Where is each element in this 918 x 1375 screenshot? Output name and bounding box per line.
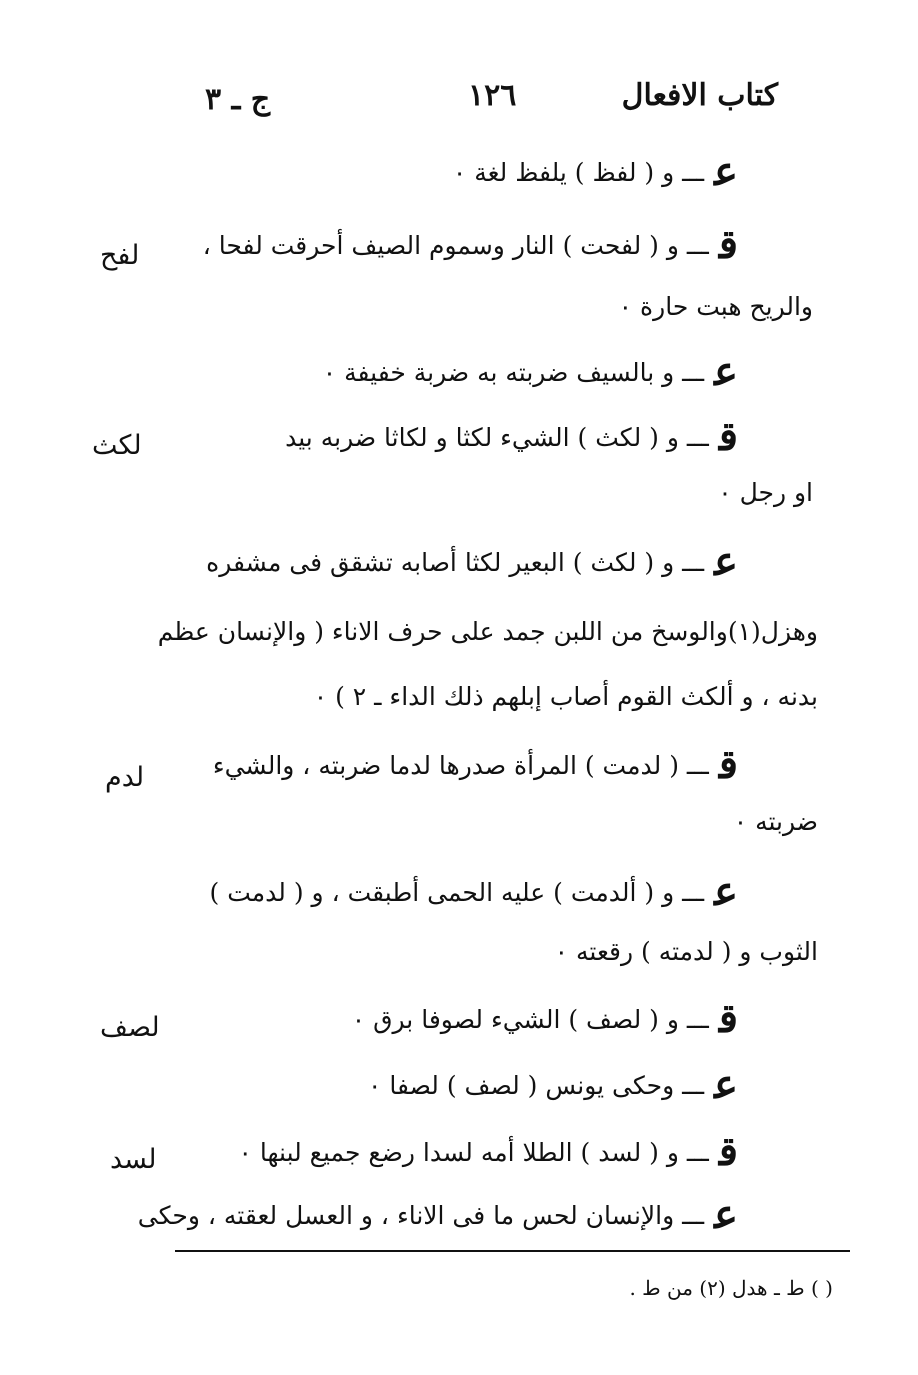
- text-line: [619, 290, 813, 324]
- text-line: [285, 413, 738, 460]
- line-text: ـــ و ( لكث ) البعير لكثا أصابه تشقق فى مشفره: [206, 548, 705, 577]
- text-line: [238, 1128, 739, 1175]
- text-line: [351, 995, 738, 1042]
- line-text: ـــ ( لدمت ) المرأة صدرها لدما ضربته ، والشيء: [212, 751, 709, 780]
- line-text: وهزل(١)والوسخ من اللبن جمد على حرف الاناء ( والإنسان عظم: [157, 617, 818, 646]
- line-text: ضربته ٠: [733, 807, 818, 836]
- entry-marker: ع: [714, 1191, 738, 1238]
- text-line: [452, 148, 738, 195]
- text-line: [209, 868, 738, 915]
- text-line: [158, 615, 818, 649]
- margin-word-lakath: لكث: [92, 430, 142, 461]
- entry-marker: ق: [718, 995, 738, 1042]
- line-text: ـــ والإنسان لحس ما فى الاناء ، و العسل لعقته ، وحكى: [137, 1201, 705, 1230]
- line-text: بدنه ، و ألكث القوم أصاب إبلهم ذلك الداء ـ ٢ ) ٠: [313, 682, 818, 711]
- text-line: [137, 1191, 738, 1238]
- volume-label: ج ـ ٣: [205, 82, 271, 117]
- entry-marker: ع: [714, 348, 738, 395]
- line-text: ـــ و ( ألدمت ) عليه الحمى أطبقت ، و ( لدمت ): [209, 878, 705, 907]
- entry-marker: ق: [718, 221, 738, 268]
- line-text: ـــ و ( لفحت ) النار وسموم الصيف أحرقت لفحا ،: [202, 231, 709, 260]
- text-line: [206, 538, 738, 585]
- text-line: [314, 680, 818, 714]
- entry-marker: ق: [718, 413, 738, 460]
- line-text: ـــ و بالسيف ضربته به ضربة خفيفة ٠: [322, 358, 705, 387]
- line-text: ـــ وحكى يونس ( لصف ) لصفا ٠: [367, 1071, 705, 1100]
- entry-marker: ع: [714, 868, 738, 915]
- text-line: [718, 476, 813, 510]
- text-line: [734, 805, 818, 839]
- margin-word-ladam: لدم: [105, 762, 145, 793]
- line-text: ـــ و ( لكث ) الشيء لكثا و لكاثا ضربه بيد: [285, 423, 709, 452]
- line-text: او رجل ٠: [718, 478, 813, 507]
- entry-marker: ع: [714, 538, 738, 585]
- line-text: ـــ و ( لفظ ) يلفظ لغة ٠: [452, 158, 705, 187]
- line-text: ـــ و ( لسد ) الطلا أمه لسدا رضع جميع لبنها ٠: [238, 1138, 709, 1167]
- entry-marker: ق: [718, 1128, 738, 1175]
- line-text: الثوب و ( لدمته ) رقعته ٠: [554, 937, 818, 966]
- margin-word-lasaf: لصف: [100, 1012, 160, 1043]
- margin-word-lasad: لسد: [110, 1144, 157, 1175]
- entry-marker: ع: [714, 1061, 738, 1108]
- margin-word-lafah: لفح: [100, 240, 140, 271]
- text-line: [202, 221, 738, 268]
- footnote-divider: [175, 1250, 850, 1252]
- footnote: ( ) ط ـ هدل (٢) من ط .: [629, 1276, 833, 1300]
- line-text: ـــ و ( لصف ) الشيء لصوفا برق ٠: [351, 1005, 709, 1034]
- entry-marker: ق: [718, 741, 738, 788]
- text-line: [322, 348, 738, 395]
- text-line: [212, 741, 738, 788]
- line-text: والريح هبت حارة ٠: [618, 292, 813, 321]
- book-title: كتاب الافعال: [621, 78, 778, 113]
- page-number: ١٢٦: [468, 78, 517, 113]
- text-line: [367, 1061, 738, 1108]
- text-line: [555, 935, 818, 969]
- entry-marker: ع: [714, 148, 738, 195]
